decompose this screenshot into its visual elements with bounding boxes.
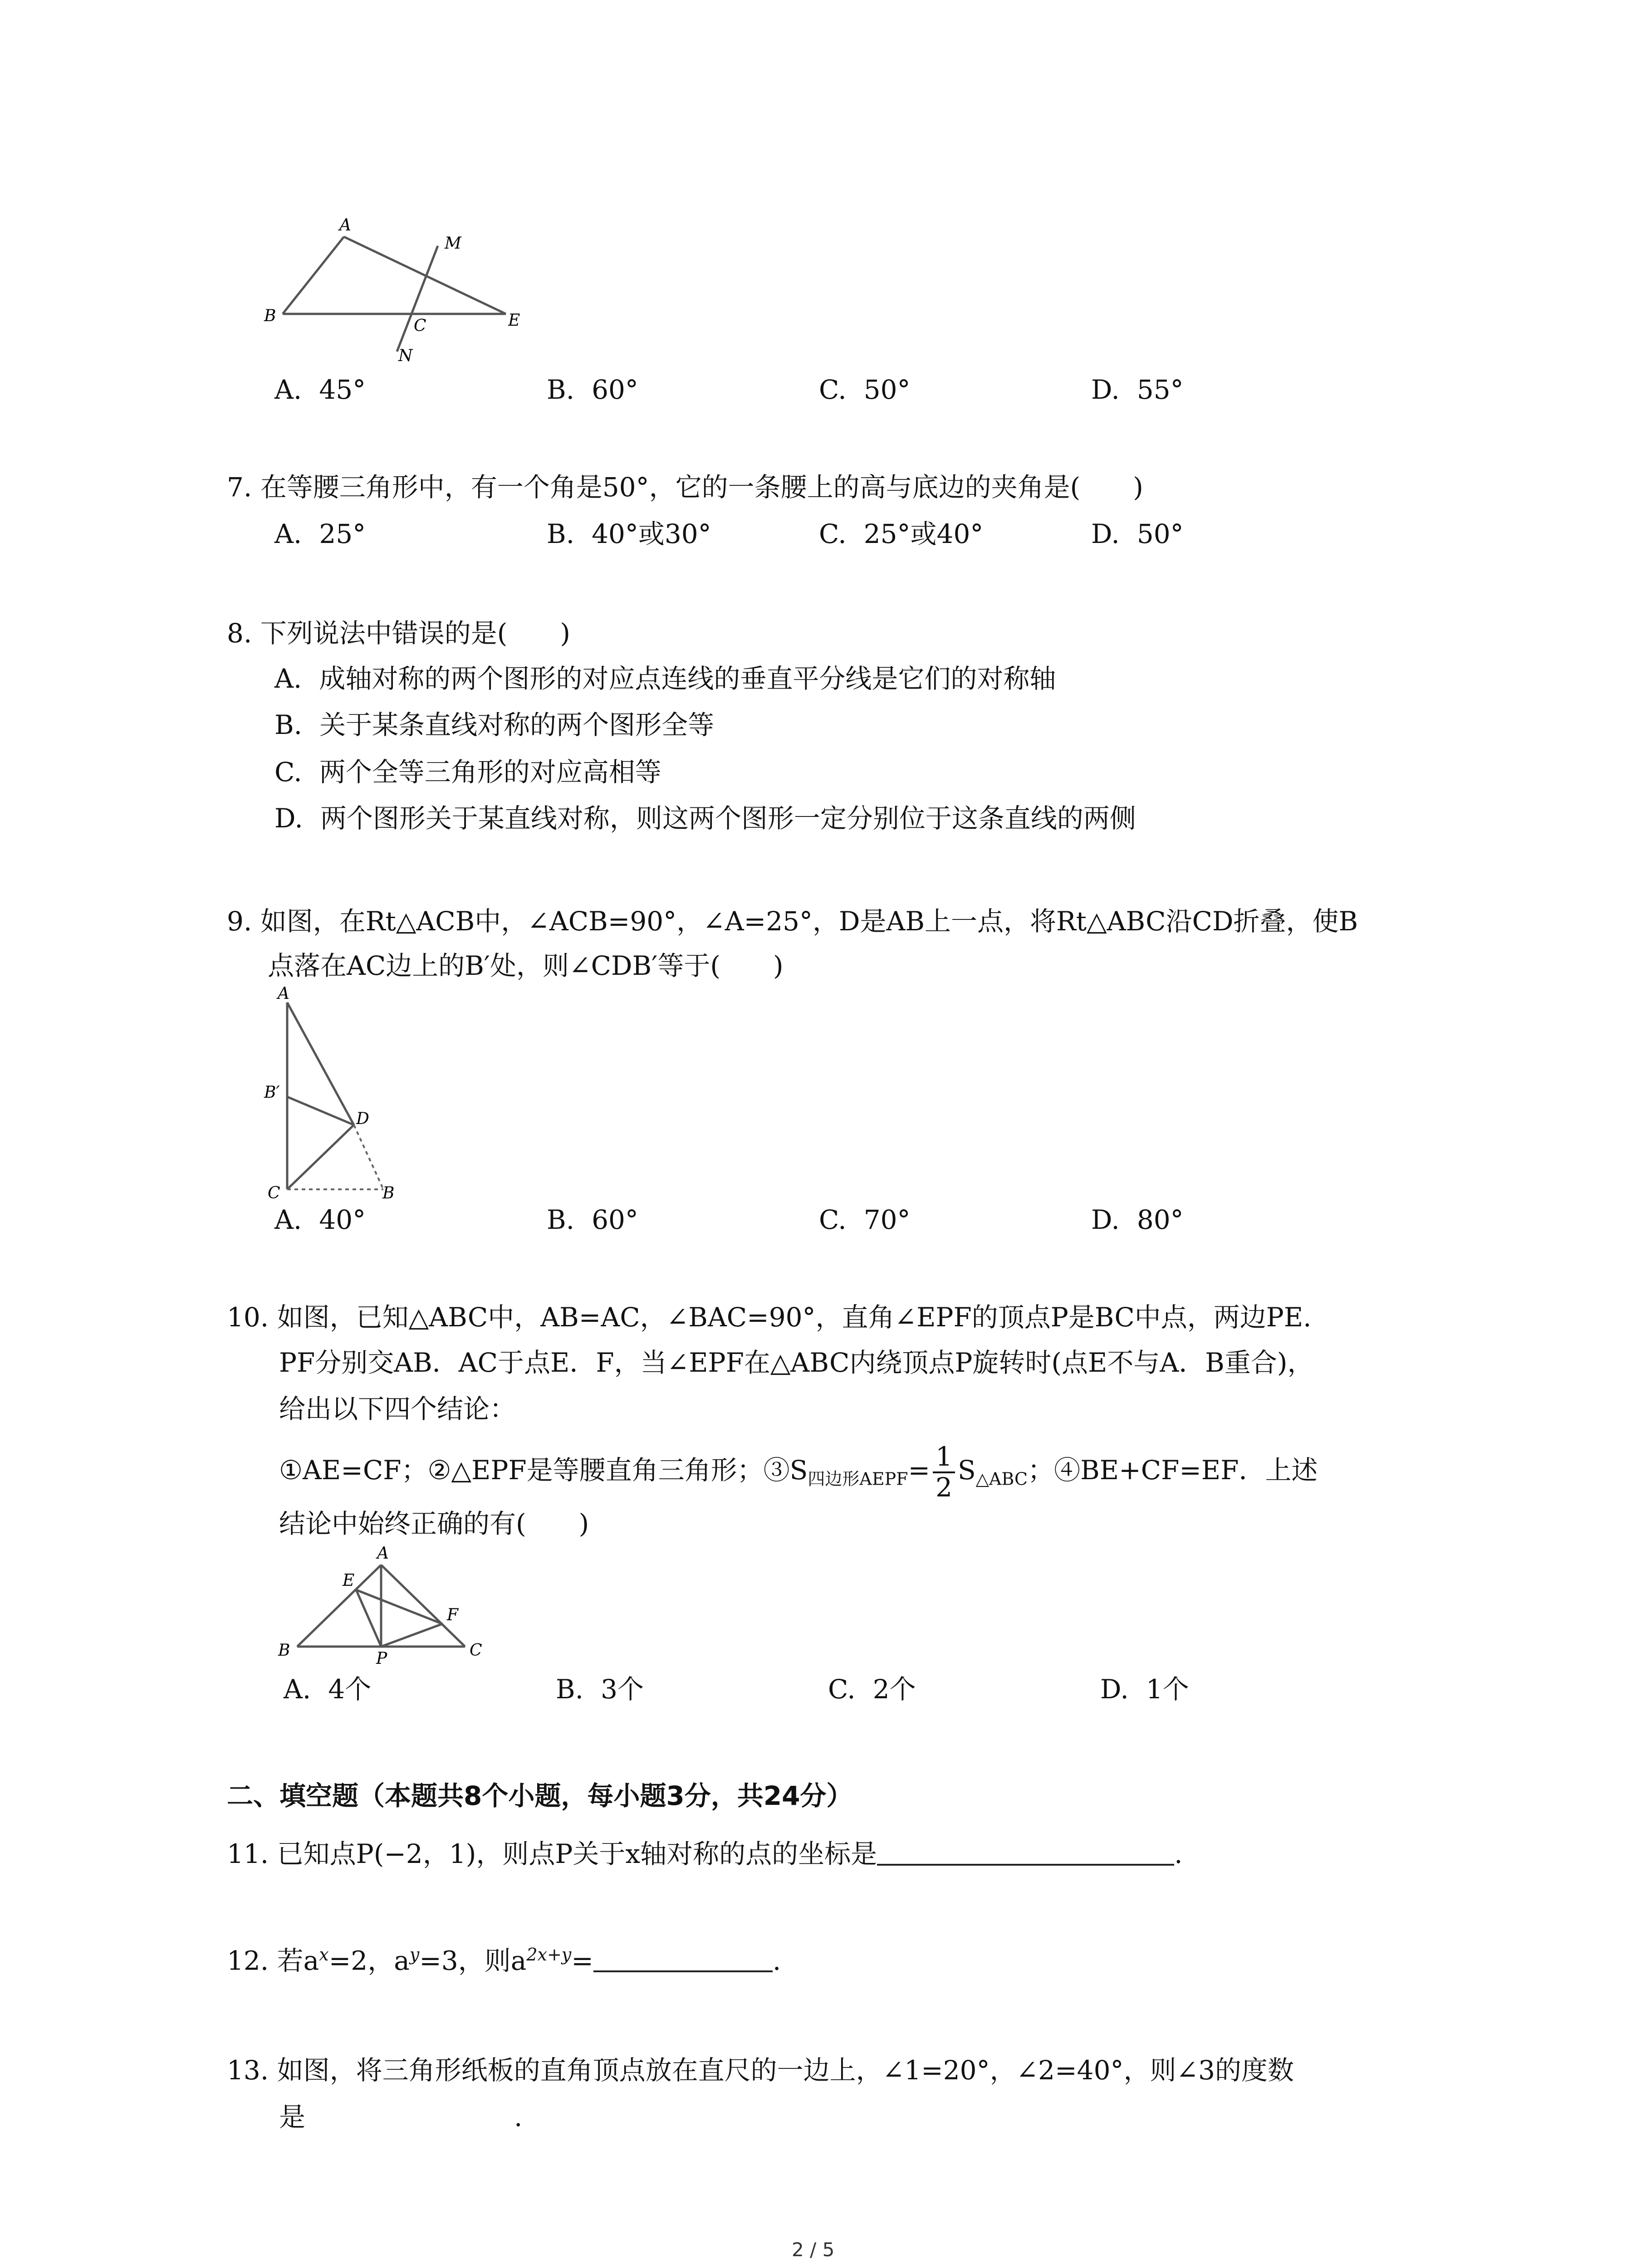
q9-label-bprime: B′ [264, 1083, 280, 1102]
q6-label-b: B [264, 307, 276, 325]
q10-fraction: $\frac{1}{2}$ [933, 1442, 955, 1502]
q10-stem-line3: 给出以下四个结论： [279, 1393, 516, 1424]
q10-option-d[interactable]: D. 1个 [1100, 1674, 1189, 1705]
q7-option-d[interactable]: D. 50° [1091, 518, 1184, 549]
q6-label-n: N [398, 347, 413, 365]
q9-label-c: C [268, 1184, 280, 1202]
q10-label-b: B [278, 1641, 290, 1660]
q9-option-a[interactable]: A. 40° [274, 1204, 366, 1235]
q10-label-f: F [447, 1606, 458, 1624]
q8-option-b[interactable]: B. 关于某条直线对称的两个图形全等 [274, 709, 715, 740]
q8-option-a[interactable]: A. 成轴对称的两个图形的对应点连线的垂直平分线是它们的对称轴 [274, 663, 1056, 694]
q9-option-d[interactable]: D. 80° [1091, 1204, 1184, 1235]
q10-stem-line1: 10. 如图，已知△ABC中，AB=AC，∠BAC=90°，直角∠EPF的顶点P是BC中点，两边PE. [227, 1302, 1312, 1333]
q10-figure [265, 1542, 501, 1678]
q11-answer-blank[interactable] [877, 1839, 1174, 1866]
q9-option-c[interactable]: C. 70° [819, 1204, 911, 1235]
q10-label-a: A [377, 1544, 389, 1563]
q10-conclusions: ①AE=CF；②△EPF是等腰直角三角形；$③S_{四边形AEPF}=$ $\frac{1}{2}$ $S_{\triangle ABC}$；④BE+CF=EF．上述 [279, 1441, 1318, 1503]
q9-label-b: B [382, 1184, 395, 1202]
q6-label-c: C [414, 317, 426, 335]
q12: 12. 若$a^x=2$，$a^y=3$，则$a^{2x+y}=$ . [227, 1945, 781, 1976]
q7-option-a[interactable]: A. 25° [274, 518, 366, 549]
q6-option-a[interactable]: A. 45° [274, 374, 366, 405]
q6-option-b[interactable]: B. 60° [547, 374, 638, 405]
q10-option-a[interactable]: A. 4个 [284, 1674, 372, 1705]
q9-label-d: D [356, 1110, 369, 1128]
q11: 11. 已知点P(−2，1)，则点P关于x轴对称的点的坐标是 . [227, 1838, 1183, 1869]
q9-stem-line2: 点落在AC边上的B′处，则∠CDB′等于( ) [268, 950, 784, 981]
q10-option-c[interactable]: C. 2个 [828, 1674, 916, 1705]
q8-option-c[interactable]: C. 两个全等三角形的对应高相等 [274, 757, 661, 787]
q10-label-p: P [376, 1649, 387, 1668]
q9-option-b[interactable]: B. 60° [547, 1204, 638, 1235]
q13-stem-line2: 是 . [279, 2102, 523, 2132]
q6-label-e: E [508, 311, 520, 330]
section2-heading: 二、填空题（本题共8个小题，每小题3分，共24分） [227, 1780, 853, 1811]
q6-label-a: A [339, 216, 351, 235]
q6-option-c[interactable]: C. 50° [819, 374, 911, 405]
q6-option-d[interactable]: D. 55° [1091, 374, 1184, 405]
q10-stem-line2: PF分别交AB．AC于点E．F，当∠EPF在△ABC内绕顶点P旋转时(点E不与A．B重合)， [279, 1347, 1314, 1378]
q6-figure [254, 209, 535, 372]
q7-stem: 7. 在等腰三角形中，有一个角是50°，它的一条腰上的高与底边的夹角是( ) [227, 472, 1143, 503]
q13-stem-line1: 13. 如图，将三角形纸板的直角顶点放在直尺的一边上，∠1=20°，∠2=40°，则∠3的度数 [227, 2055, 1294, 2086]
q10-label-c: C [470, 1641, 482, 1660]
q10-stem-line5: 结论中始终正确的有( ) [279, 1508, 589, 1539]
q8-stem: 8. 下列说法中错误的是( ) [227, 618, 571, 649]
q6-label-m: M [445, 234, 461, 253]
q9-stem-line1: 9. 如图，在Rt△ACB中，∠ACB=90°，∠A=25°，D是AB上一点，将Rt△ABC沿CD折叠，使B [227, 906, 1358, 937]
q9-label-a: A [278, 984, 289, 1003]
q7-option-b[interactable]: B. 40°或30° [547, 518, 711, 549]
q10-option-b[interactable]: B. 3个 [556, 1674, 644, 1705]
q7-option-c[interactable]: C. 25°或40° [819, 518, 984, 549]
q8-option-d[interactable]: D. 两个图形关于某直线对称，则这两个图形一定分别位于这条直线的两侧 [274, 803, 1136, 834]
q12-answer-blank[interactable] [593, 1946, 773, 1972]
q9-figure [254, 984, 426, 1202]
page-number: 2 / 5 [792, 2239, 835, 2261]
q10-label-e: E [343, 1571, 355, 1590]
